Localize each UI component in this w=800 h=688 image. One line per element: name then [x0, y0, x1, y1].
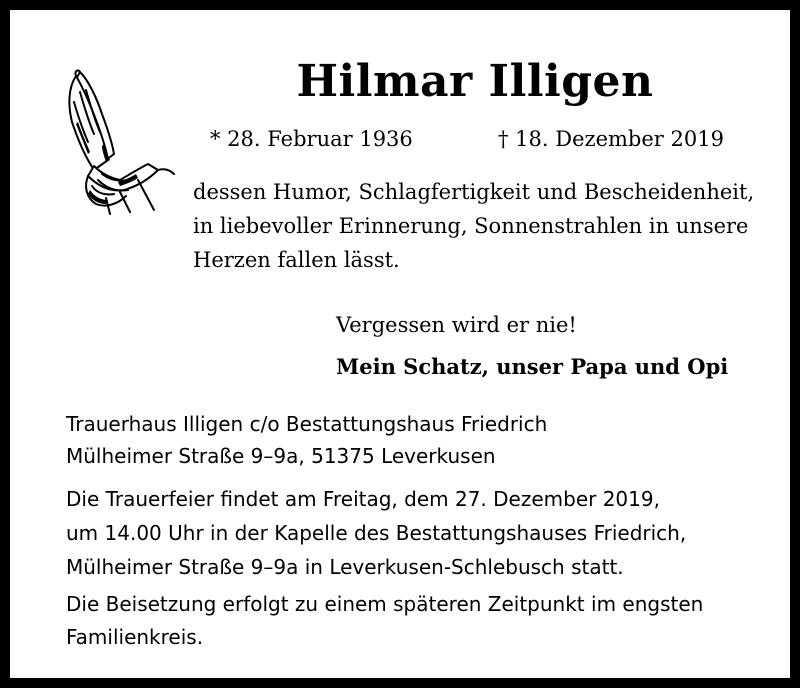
- praying-hands-icon: [58, 62, 178, 222]
- deceased-name: Hilmar Illigen: [296, 56, 654, 107]
- burial-line: Die Beisetzung erfolgt zu einem späteren Zeitpunkt im engsten: [66, 592, 704, 616]
- address-line: Trauerhaus Illigen c/o Bestattungshaus Friedrich: [66, 412, 548, 436]
- signers: Mein Schatz, unser Papa und Opi: [336, 354, 729, 379]
- address-line: Mülheimer Straße 9–9a, 51375 Leverkusen: [66, 444, 496, 468]
- verse-line: in liebevoller Erinnerung, Sonnenstrahlen in unsere: [193, 214, 749, 238]
- funeral-line: Mülheimer Straße 9–9a in Leverkusen-Schlebusch statt.: [66, 555, 624, 579]
- mourning-house-address: [66, 408, 766, 472]
- death-date: † 18. Dezember 2019: [498, 127, 724, 151]
- funeral-line: um 14.00 Uhr in der Kapelle des Bestattungshauses Friedrich,: [66, 521, 687, 545]
- memorial-verse: [193, 175, 773, 277]
- verse-line: Herzen fallen lässt.: [193, 248, 400, 272]
- burial-details: [66, 588, 766, 654]
- birth-date: * 28. Februar 1936: [210, 127, 413, 151]
- funeral-details: [66, 482, 766, 584]
- funeral-line: Die Trauerfeier findet am Freitag, dem 27. Dezember 2019,: [66, 487, 660, 511]
- verse-line: dessen Humor, Schlagfertigkeit und Bescheidenheit,: [193, 180, 755, 204]
- closing-line: Vergessen wird er nie!: [336, 313, 577, 337]
- burial-line: Familienkreis.: [66, 625, 204, 649]
